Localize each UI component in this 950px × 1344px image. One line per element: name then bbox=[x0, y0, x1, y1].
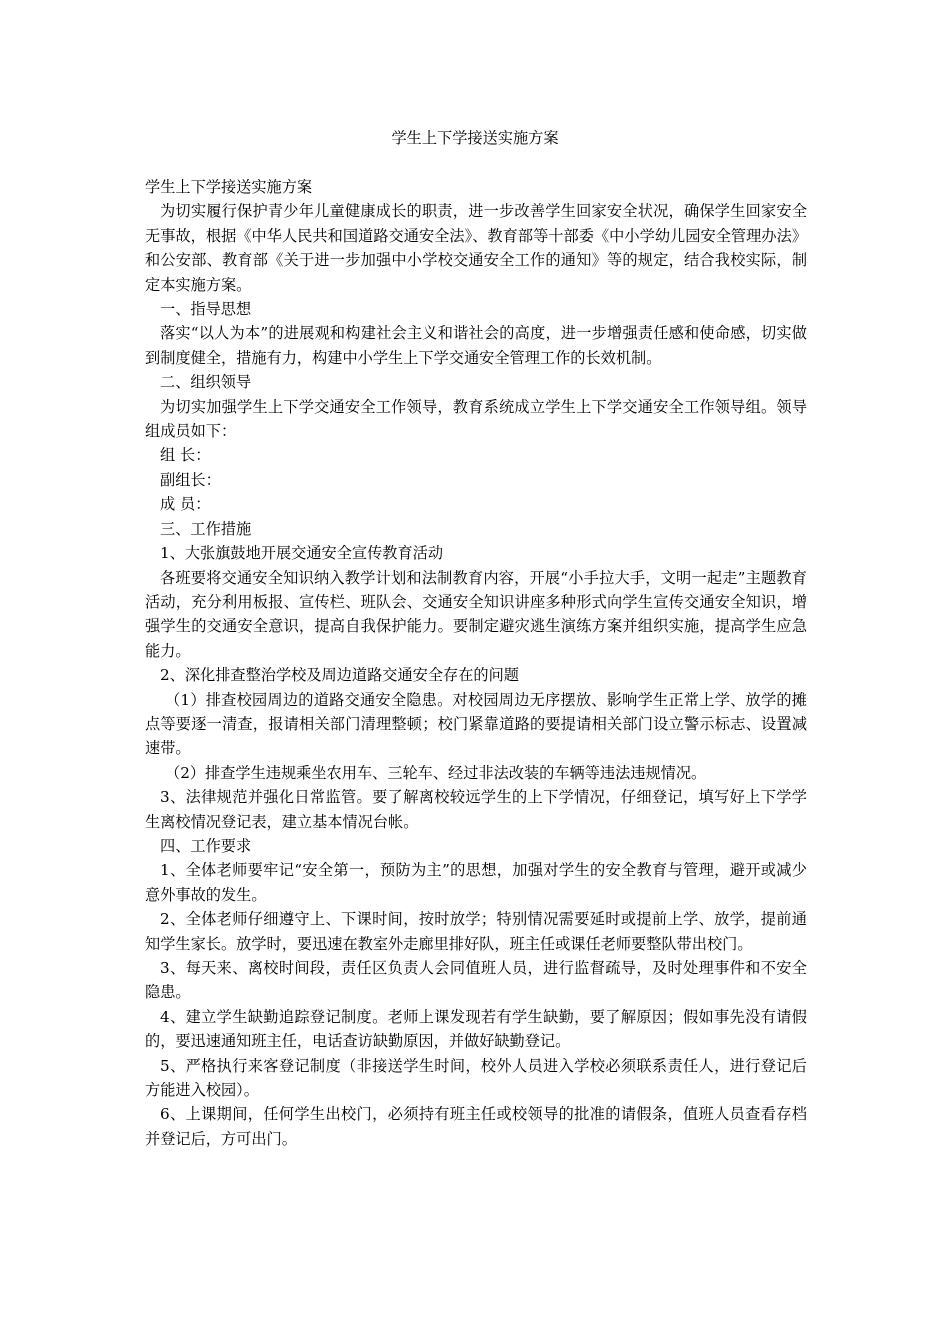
section-heading-organization: 二、组织领导 bbox=[160, 373, 252, 392]
list-item: 1、大张旗鼓地开展交通安全宣传教育活动 bbox=[160, 544, 444, 563]
section-heading-measures: 三、工作措施 bbox=[160, 519, 252, 538]
document-title: 学生上下学接送实施方案 bbox=[391, 129, 559, 147]
section-heading-guiding-thought: 一、指导思想 bbox=[160, 300, 252, 319]
paragraph: 落实“以人为本”的进展观和构建社会主义和谐社会的高度，进一步增强责任感和使命感，切实做到制度健全，措施有力，构建中小学生上下学交通安全管理工作的长效机制。 bbox=[145, 324, 807, 367]
paragraph-subtitle: 学生上下学接送实施方案 bbox=[145, 178, 313, 196]
section-heading-requirements: 四、工作要求 bbox=[160, 836, 252, 855]
list-item: 5、严格执行来客登记制度（非接送学生时间，校外人员进入学校必须联系责任人，进行登记后方能进入校园）。 bbox=[145, 1056, 807, 1100]
list-item: 3、法律规范并强化日常监管。要了解离校较远学生的上下学情况，仔细登记，填写好上下学学生离校情况登记表，建立基本情况台帐。 bbox=[145, 788, 807, 831]
member-line-leader: 组 长： bbox=[160, 446, 211, 465]
member-line-members: 成 员： bbox=[160, 495, 211, 514]
list-item: 3、每天来、离校时间段，责任区负责人会同值班人员，进行监督疏导，及时处理事件和不安全隐患。 bbox=[145, 959, 807, 1002]
sub-list-item: （2）排查学生违规乘坐农用车、三轮车、经过非法改装的车辆等违法违规情况。 bbox=[165, 763, 707, 782]
sub-list-item: （1）排查校园周边的道路交通安全隐患。对校园周边无序摆放、影响学生正常上学、放学的摊点等要逐一清查，报请相关部门清理整顿；校门紧靠道路的要提请相关部门设立警示标志、设置减速带。 bbox=[145, 690, 807, 758]
list-item: 2、深化排查整治学校及周边道路交通安全存在的问题 bbox=[160, 666, 519, 685]
list-item: 4、建立学生缺勤追踪登记制度。老师上课发现若有学生缺勤，要了解原因；假如事先没有请假的，要迅速通知班主任，电话查访缺勤原因，并做好缺勤登记。 bbox=[145, 1007, 807, 1051]
list-item: 6、上课期间，任何学生出校门，必须持有班主任或校领导的批准的请假条，值班人员查看存档并登记后，方可出门。 bbox=[145, 1105, 807, 1148]
member-line-deputy: 副组长： bbox=[160, 470, 221, 489]
paragraph-intro: 为切实履行保护青少年儿童健康成长的职责，进一步改善学生回家安全状况，确保学生回家安全无事故，根据《中华人民共和国道路交通安全法》、教育部等十部委《中小学幼儿园安全管理办法》和公安部、教育部《关于进一步加强中小学校交通安全工作的通知》等的规定，结合我校实际，制定本实施方案。 bbox=[145, 202, 807, 294]
list-item: 1、全体老师要牢记“安全第一，预防为主”的思想，加强对学生的安全教育与管理，避开或减少意外事故的发生。 bbox=[145, 861, 807, 904]
paragraph: 各班要将交通安全知识纳入教学计划和法制教育内容，开展“小手拉大手，文明一起走”主题教育活动，充分利用板报、宣传栏、班队会、交通安全知识讲座多种形式向学生宣传交通安全知识，增强学生的交通安全意识，提高自我保护能力。要制定避灾逃生演练方案并组织实施，提高学生应急能力。 bbox=[145, 568, 807, 660]
list-item: 2、全体老师仔细遵守上、下课时间，按时放学；特别情况需要延时或提前上学、放学，提前通知学生家长。放学时，要迅速在教室外走廊里排好队，班主任或课任老师要整队带出校门。 bbox=[145, 910, 807, 953]
paragraph: 为切实加强学生上下学交通安全工作领导，教育系统成立学生上下学交通安全工作领导组。领导组成员如下： bbox=[145, 397, 807, 441]
document-body bbox=[145, 175, 807, 1151]
